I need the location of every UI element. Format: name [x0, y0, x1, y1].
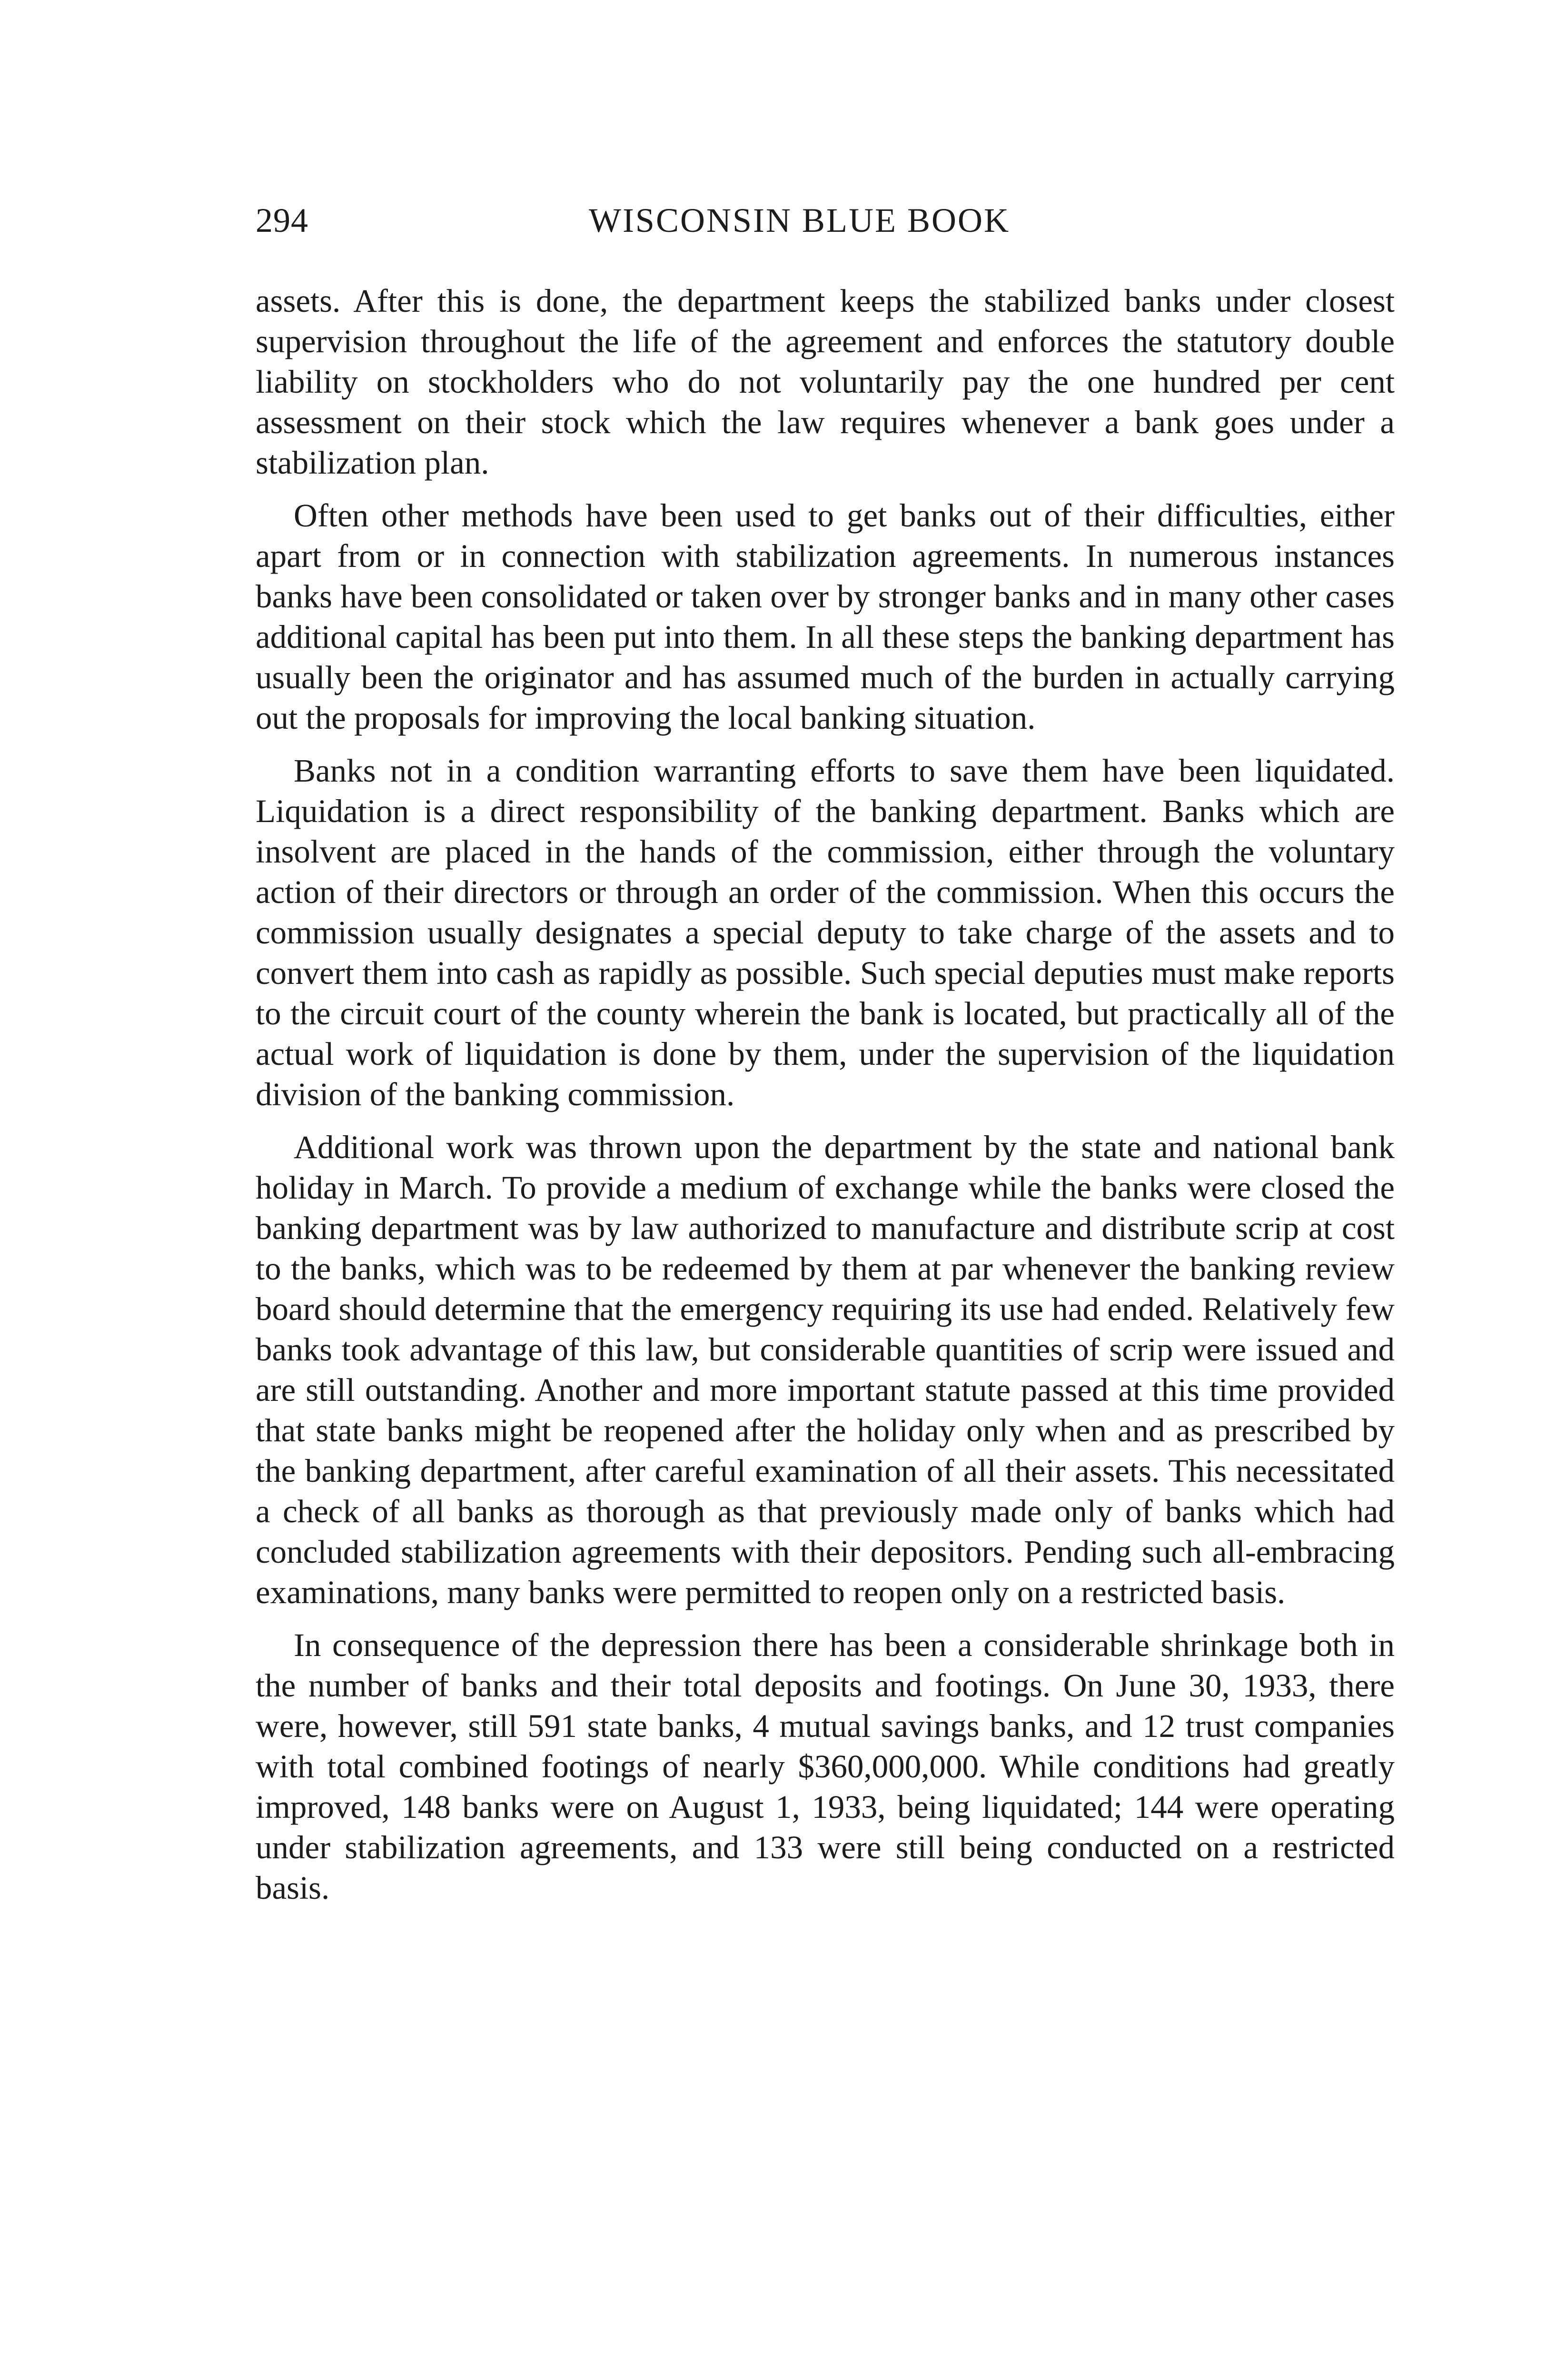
page-header	[256, 199, 1395, 242]
running-title: WISCONSIN BLUE BOOK	[589, 201, 1010, 239]
paragraph-4: Additional work was thrown upon the department by the state and national bank holiday in March. To provide a medium of exchange while the banks were closed the banking department was by law authorized to manufacture and distribute scrip at cost to the banks, which was to be redeemed by them at par whenever the banking review board should determine that the emergency requiring its use had ended. Relatively few banks took advantage of this law, but considerable quantities of scrip were issued and are still outstanding. Another and more important statute passed at this time provided that state banks might be reopened after the holiday only when and as prescribed by the banking department, after careful examination of all their assets. This necessitated a check of all banks as thorough as that previously made only of banks which had concluded stabilization agreements with their depositors. Pending such all-embracing examinations, many banks were permitted to reopen only on a restricted basis.	[256, 1129, 1395, 1610]
paragraph-2: Often other methods have been used to get banks out of their difficulties, either apart from or in connection with stabilization agreements. In numerous instances banks have been consolidated or taken over by stronger banks and in many other cases additional capital has been put into them. In all these steps the banking department has usually been the originator and has assumed much of the burden in actually carrying out the proposals for improving the local banking situation.	[256, 497, 1395, 736]
body-text	[256, 281, 1395, 1921]
paragraph-3: Banks not in a condition warranting efforts to save them have been liquidated. Liquidation is a direct responsibility of the banking department. Banks which are insolvent are placed in the hands of the commission, either through the voluntary action of their directors or through an order of the commission. When this occurs the commission usually designates a special deputy to take charge of the assets and to convert them into cash as rapidly as possible. Such special deputies must make reports to the circuit court of the county wherein the bank is located, but practically all of the actual work of liquidation is done by them, under the supervision of the liquidation division of the banking commission.	[256, 753, 1395, 1112]
paragraph-1: assets. After this is done, the department keeps the stabilized banks under closest supervision throughout the life of the agreement and enforces the statutory double liability on stockholders who do not voluntarily pay the one hundred per cent assessment on their stock which the law requires whenever a bank goes under a stabilization plan.	[256, 283, 1395, 481]
paragraph-5: In consequence of the depression there has been a considerable shrinkage both in the number of banks and their total deposits and footings. On June 30, 1933, there were, however, still 591 state banks, 4 mutual savings banks, and 12 trust companies with total combined footings of nearly $360,000,000. While conditions had greatly improved, 148 banks were on August 1, 1933, being liquidated; 144 were operating under stabilization agreements, and 133 were still being conducted on a restricted basis.	[256, 1627, 1395, 1906]
page-number: 294	[256, 201, 308, 239]
